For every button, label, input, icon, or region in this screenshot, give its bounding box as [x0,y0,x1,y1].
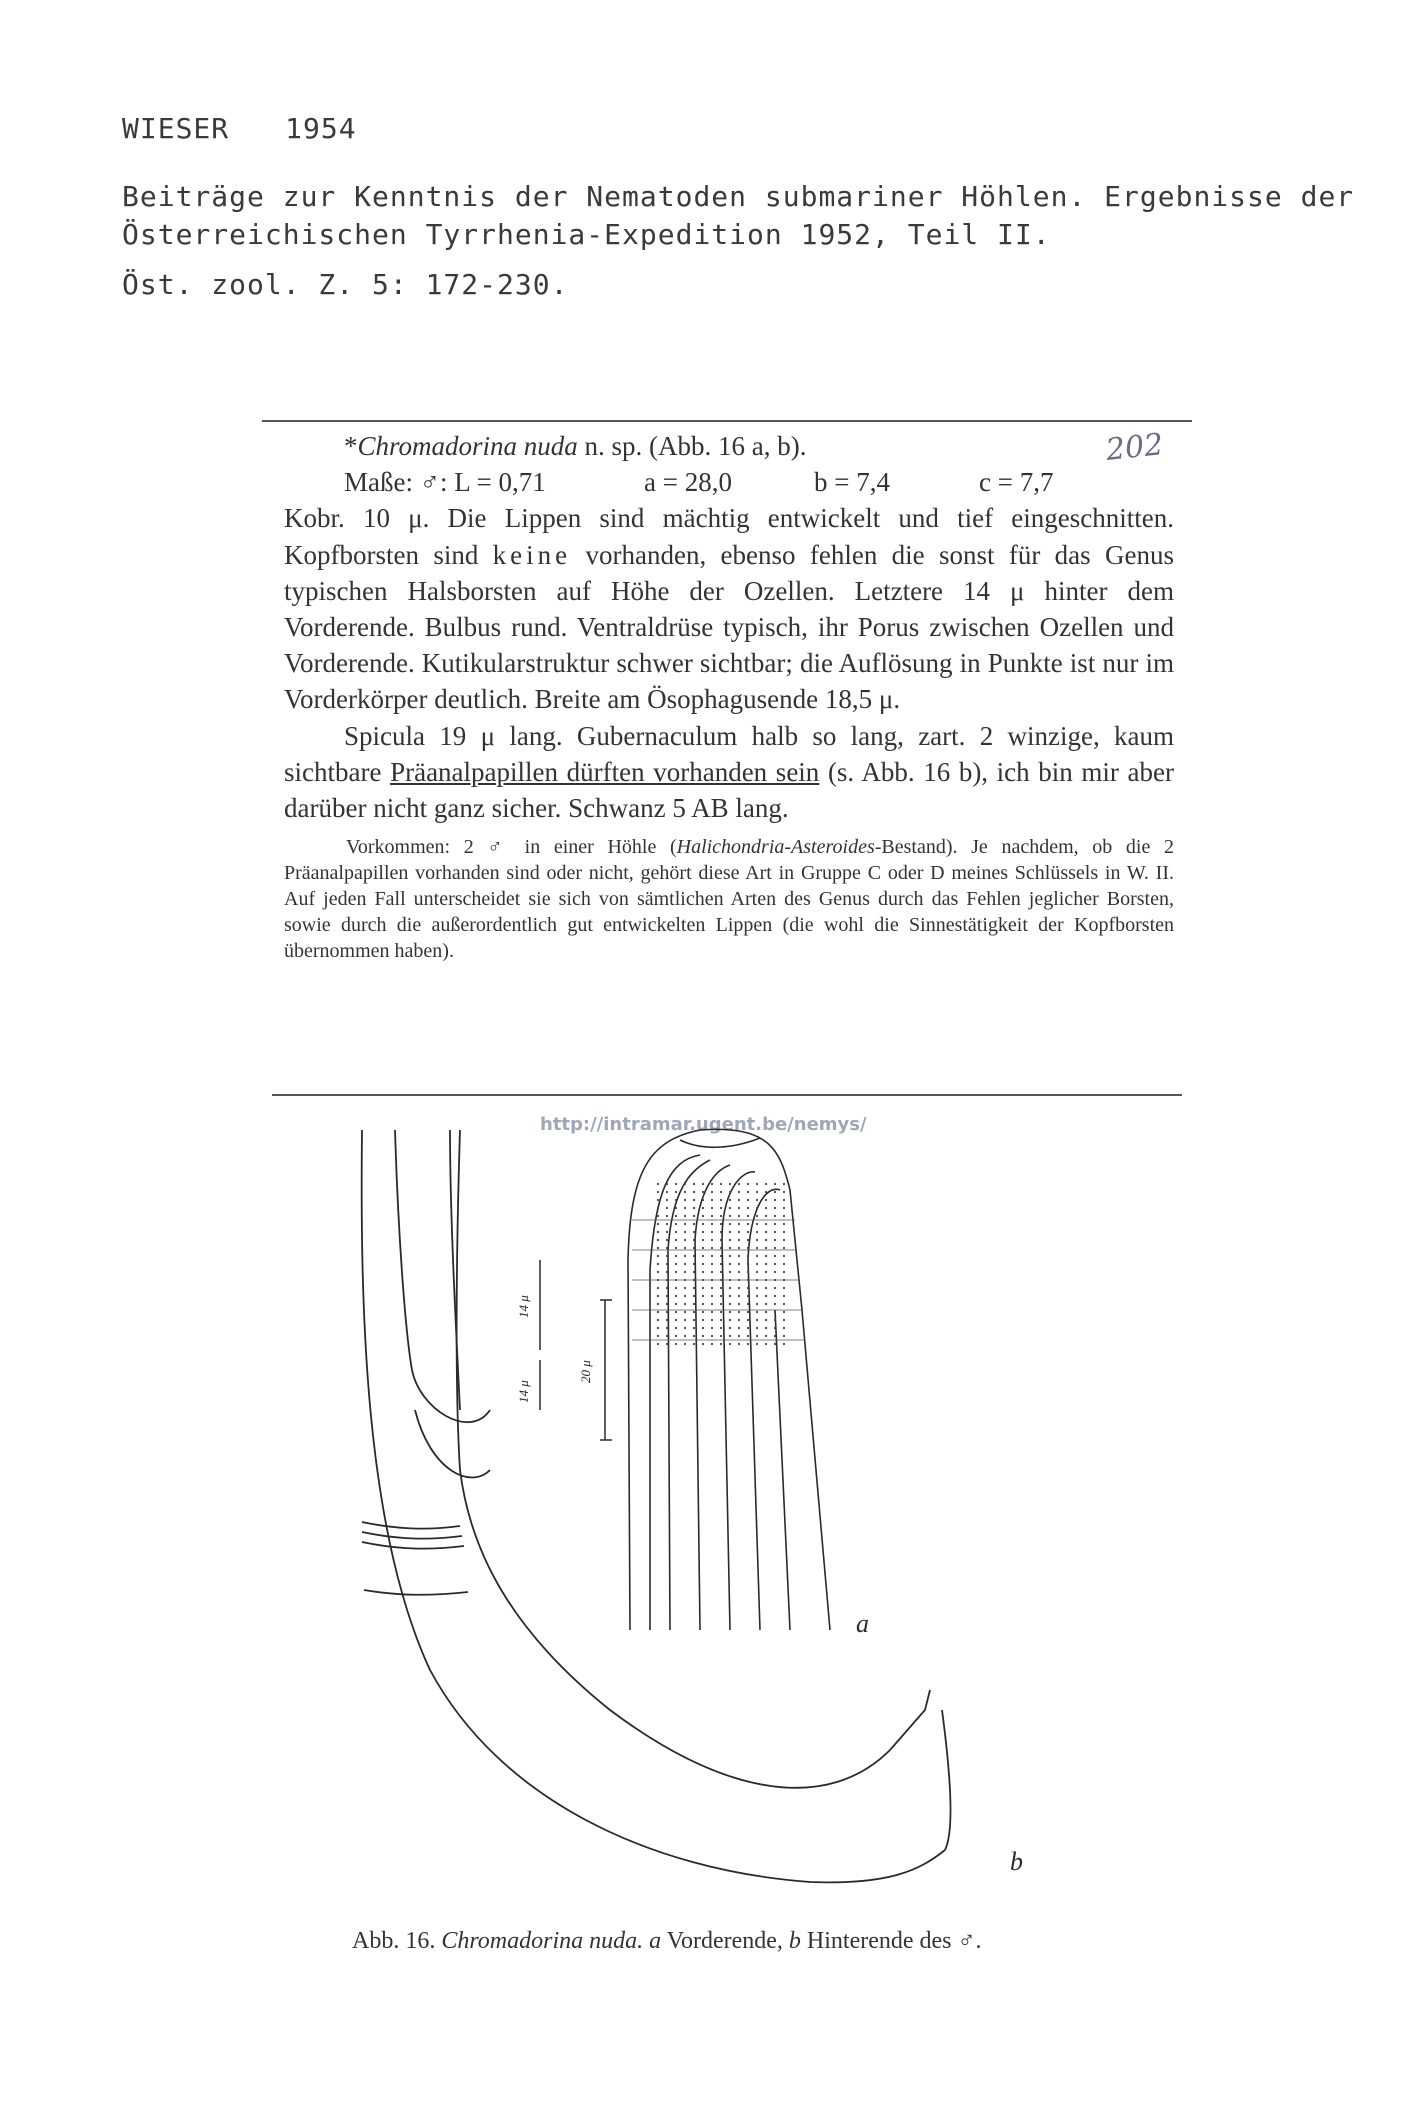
figure-caption [352,1928,982,1955]
species-suffix: n. sp. (Abb. 16 a, b). [584,431,807,461]
measurement-a: a = 28,0 [644,467,732,498]
measurement-length: Maße: ♂: L = 0,71 [344,467,546,498]
caption-a-letter: a [649,1928,662,1954]
bottom-divider [272,1094,1182,1096]
publication-title: Beiträge zur Kenntnis der Nematoden submariner Höhlen. Ergebnisse der Österreichischen Tyrrhenia-Expedition 1952, Teil II. [122,180,1355,251]
caption-b-letter: b [788,1928,801,1954]
figure-a-cuticle-dots [650,1180,790,1350]
description-paragraph [284,500,1174,717]
occurrence-paragraph [284,834,1174,964]
measurement-b: b = 7,4 [814,467,890,498]
occurrence-label: Vorkommen: [346,836,451,859]
handwritten-page-note: 202 [1104,427,1165,468]
spicula-text-1: Spicula 19 μ lang. Gubernaculum halb so lang, zart. 2 winzige, kaum sichtbare [284,720,1174,787]
watermark-url: http://intramar.ugent.be/nemys/ [540,1114,867,1135]
occurrence-italic: Halichondria-Asteroides [676,836,875,859]
spicula-text-2: (s. Abb. 16 b), ich bin mir aber darüber nicht ganz sicher. Schwanz 5 AB lang. [284,756,1174,824]
caption-b-text: Hinterende des ♂. [806,1928,982,1954]
figure-label-b: b [1010,1847,1023,1876]
nematode-figure [350,1110,1130,1900]
description-text-2: vorhanden, ebenso fehlen die sonst für das Genus typischen Halsborsten auf Höhe der Ozellen. Letztere 14 μ hinter dem Vorderende. Bulbus rund. Ventraldrüse typisch, ihr Porus zwischen Ozellen und Vorderende. Kutikularstruktur schwer sichtbar; die Auflösung in Punkte ist nur im Vorderkörper deutlich. Breite am Ösophagusende 18,5 μ. [284,539,1175,715]
species-name: Chromadorina nuda [357,431,578,461]
author-name: WIESER [122,112,230,145]
top-divider [262,420,1192,422]
caption-species: Chromadorina nuda. [441,1928,644,1954]
emphasis-keine: keine [492,539,572,570]
scale-label-20: 20 μ [578,1360,593,1383]
description-text-1: Kobr. 10 μ. Die Lippen sind mächtig entwickelt und tief eingeschnitten. Kopfborsten sind [284,503,1174,570]
caption-a-text: Vorderende, [666,1928,783,1954]
spicula-paragraph [284,718,1174,827]
scale-label-14-bottom: 14 μ [516,1380,531,1403]
figure-label-a: a [856,1609,869,1638]
caption-prefix: Abb. 16. [352,1928,436,1954]
spicula-underlined: Präanalpapillen dürften vorhanden sein [390,756,820,787]
species-heading: *Chromadorina nuda n. sp. (Abb. 16 a, b). [344,431,807,461]
figure-scale-bars [540,1260,612,1440]
article-excerpt [284,428,1174,964]
measurement-c: c = 7,7 [979,467,1054,498]
journal-reference: Öst. zool. Z. 5: 172-230. [122,268,569,301]
occurrence-text-2: -Bestand). Je nachdem, ob die 2 Präanalpapillen vorhanden sind oder nicht, gehört diese Art in Gruppe C oder D meines Schlüssels in W. II. Auf jeden Fall unterscheidet sie sich von sämtlichen Arten des Genus durch das Fehlen jeglicher Borsten, sowie durch die außerordentlich gut entwickelten Lippen (die wohl die Sinnestätigkeit der Kopfborsten übernommen haben). [284,836,1174,963]
occurrence-text-1: 2 ♂ in einer Höhle ( [463,836,677,859]
scale-label-14-top: 14 μ [516,1295,531,1318]
measurements-line [284,464,1174,500]
publication-year: 1954 [285,112,357,145]
header-author-line [122,112,413,145]
